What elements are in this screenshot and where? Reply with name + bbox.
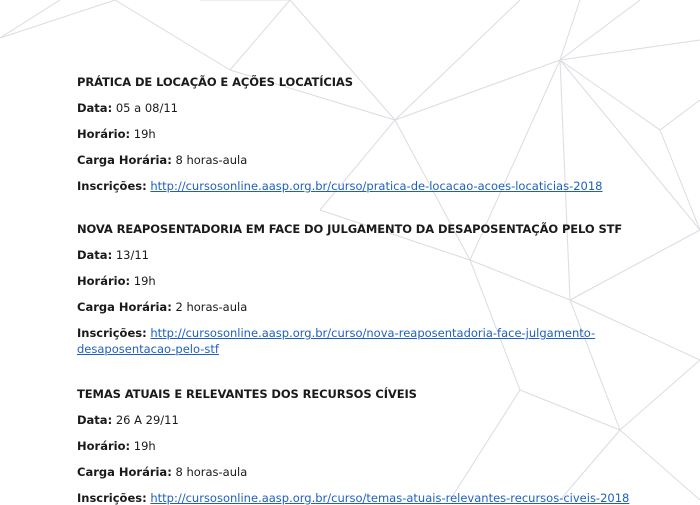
- date-value: 13/11: [115, 248, 149, 262]
- date-value: 05 a 08/11: [115, 101, 178, 115]
- signup-link-line2[interactable]: desaposentacao-pelo-stf: [77, 342, 219, 356]
- course-date: Data: 26 A 29/11: [77, 413, 179, 427]
- time-value: 19h: [133, 127, 156, 141]
- time-label: Horário: [77, 274, 126, 288]
- course-title: NOVA REAPOSENTADORIA EM FACE DO JULGAMENTO DA DESAPOSENTAÇÃO PELO STF: [77, 222, 623, 236]
- signup-label: Inscrições: [77, 179, 143, 193]
- signup-label: Inscrições: [77, 491, 143, 505]
- course-date: Data: 05 a 08/11: [77, 101, 178, 115]
- date-label: Data: [77, 413, 108, 427]
- course-signup: Inscrições: http://cursosonline.aasp.org.br/curso/temas-atuais-relevantes-recursos-civeis-2018: [77, 491, 630, 505]
- course-title: PRÁTICA DE LOCAÇÃO E AÇÕES LOCATÍCIAS: [77, 75, 353, 89]
- workload-label: Carga Horária: [77, 300, 168, 314]
- date-label: Data: [77, 101, 108, 115]
- date-label: Data: [77, 248, 108, 262]
- course-time: Horário: 19h: [77, 439, 156, 453]
- time-value: 19h: [133, 439, 156, 453]
- date-value: 26 A 29/11: [115, 413, 179, 427]
- signup-link[interactable]: http://cursosonline.aasp.org.br/curso/temas-atuais-relevantes-recursos-civeis-2018: [150, 491, 630, 505]
- workload-value: 8 horas-aula: [175, 465, 248, 479]
- time-value: 19h: [133, 274, 156, 288]
- course-workload: Carga Horária: 2 horas-aula: [77, 300, 248, 314]
- course-workload: Carga Horária: 8 horas-aula: [77, 153, 248, 167]
- course-time: Horário: 19h: [77, 274, 156, 288]
- course-title: TEMAS ATUAIS E RELEVANTES DOS RECURSOS CÍVEIS: [77, 387, 417, 401]
- workload-label: Carga Horária: [77, 465, 168, 479]
- course-block: [77, 387, 677, 505]
- workload-label: Carga Horária: [77, 153, 168, 167]
- time-label: Horário: [77, 127, 126, 141]
- workload-value: 8 horas-aula: [175, 153, 248, 167]
- course-signup: Inscrições: http://cursosonline.aasp.org.br/curso/pratica-de-locacao-acoes-locaticias-2018: [77, 179, 603, 193]
- signup-link[interactable]: http://cursosonline.aasp.org.br/curso/pratica-de-locacao-acoes-locaticias-2018: [150, 179, 603, 193]
- signup-link[interactable]: http://cursosonline.aasp.org.br/curso/nova-reaposentadoria-face-julgamento-: [150, 326, 596, 340]
- signup-label: Inscrições: [77, 326, 143, 340]
- course-block: [77, 222, 677, 356]
- time-label: Horário: [77, 439, 126, 453]
- workload-value: 2 horas-aula: [175, 300, 248, 314]
- signup-link-continuation: [77, 342, 677, 356]
- course-date: Data: 13/11: [77, 248, 149, 262]
- course-workload: Carga Horária: 8 horas-aula: [77, 465, 248, 479]
- course-signup: Inscrições: http://cursosonline.aasp.org.br/curso/nova-reaposentadoria-face-julgamento-: [77, 326, 596, 340]
- course-time: Horário: 19h: [77, 127, 156, 141]
- course-block: [77, 75, 677, 193]
